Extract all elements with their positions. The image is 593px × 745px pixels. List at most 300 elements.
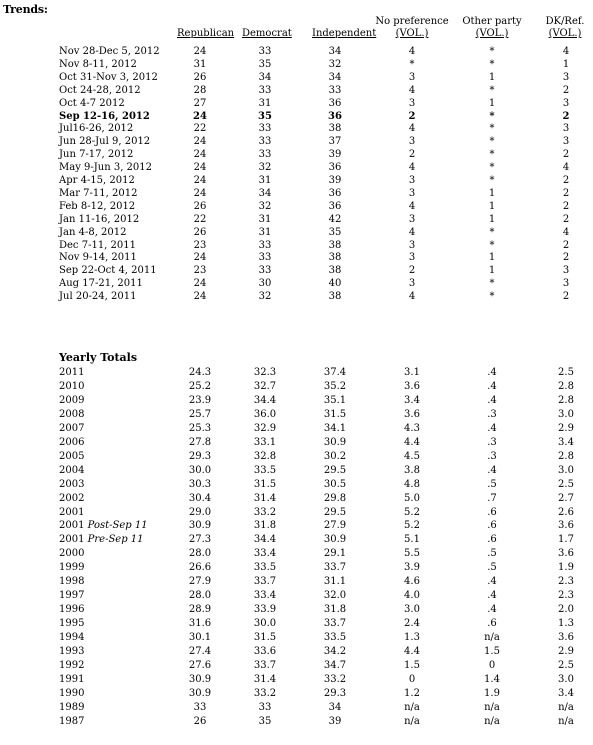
row-label-text: Jun 28-Jul 9, 2012 bbox=[59, 136, 151, 148]
table-cell: 34 bbox=[328, 701, 342, 713]
table-cell: 30.9 bbox=[188, 673, 212, 685]
row-label-text: Jun 7-17, 2012 bbox=[59, 149, 134, 161]
row-label bbox=[59, 162, 152, 175]
table-cell: 1 bbox=[562, 58, 570, 70]
table-cell: 31.4 bbox=[253, 492, 277, 504]
table-cell: 33.5 bbox=[323, 632, 347, 644]
table-cell: 29.5 bbox=[323, 506, 347, 518]
table-cell: 33 bbox=[258, 252, 272, 264]
table-cell: 2.4 bbox=[404, 618, 420, 630]
table-row bbox=[0, 576, 593, 589]
table-cell: 27.8 bbox=[188, 436, 212, 448]
table-cell: 26 bbox=[193, 226, 207, 238]
table-cell: 1 bbox=[488, 213, 496, 225]
table-cell: 31 bbox=[258, 213, 272, 225]
header-line2: (VOL.) bbox=[395, 28, 429, 39]
row-label-text: 1987 bbox=[59, 715, 85, 727]
table-cell: 5.5 bbox=[404, 548, 420, 560]
table-cell: 37.4 bbox=[323, 367, 347, 378]
table-cell: 34 bbox=[258, 71, 272, 83]
table-cell: 32.9 bbox=[253, 422, 277, 434]
table-cell: 4 bbox=[408, 84, 416, 96]
table-cell: 1.9 bbox=[558, 562, 574, 574]
table-cell: 31.8 bbox=[253, 520, 277, 532]
table-cell: 32.0 bbox=[323, 590, 347, 602]
table-cell: 3 bbox=[562, 278, 570, 290]
table-cell: 2.7 bbox=[558, 492, 574, 504]
table-row bbox=[0, 123, 593, 136]
table-row bbox=[0, 175, 593, 188]
table-cell: 2 bbox=[562, 252, 570, 264]
table-cell: 32 bbox=[258, 162, 272, 174]
row-label-text: Dec 7-11, 2011 bbox=[59, 239, 136, 251]
table-cell: 37 bbox=[328, 136, 342, 148]
table-cell: .4 bbox=[487, 394, 497, 406]
table-cell: * bbox=[489, 278, 495, 290]
table-cell: 33 bbox=[258, 136, 272, 148]
table-row bbox=[0, 507, 593, 520]
table-cell: .4 bbox=[487, 576, 497, 588]
table-cell: 4.0 bbox=[404, 590, 420, 602]
table-cell: 33.7 bbox=[323, 562, 347, 574]
table-cell: 31 bbox=[258, 226, 272, 238]
table-row bbox=[0, 534, 593, 547]
table-cell: 1.4 bbox=[484, 673, 500, 685]
table-cell: 33 bbox=[258, 46, 272, 57]
table-cell: 3.6 bbox=[558, 520, 574, 532]
table-cell: 24 bbox=[193, 162, 207, 174]
table-cell: 24 bbox=[193, 136, 207, 148]
table-cell: 3.6 bbox=[558, 632, 574, 644]
table-cell: 3.1 bbox=[404, 367, 420, 378]
table-cell: 33.4 bbox=[253, 548, 277, 560]
table-cell: 2.8 bbox=[558, 380, 574, 392]
row-label bbox=[59, 548, 84, 561]
row-label bbox=[59, 381, 84, 394]
row-label-text: Oct 31-Nov 3, 2012 bbox=[59, 71, 158, 83]
row-label-text: 1996 bbox=[59, 604, 85, 616]
table-cell: 23.9 bbox=[188, 394, 212, 406]
table-cell: 3.0 bbox=[404, 604, 420, 616]
table-cell: 4.4 bbox=[404, 646, 420, 657]
table-cell: 2 bbox=[562, 187, 570, 199]
table-cell: 36 bbox=[328, 162, 342, 174]
table-cell: 1 bbox=[488, 71, 496, 83]
row-label-qualifier: Pre-Sep 11 bbox=[87, 534, 144, 546]
row-label bbox=[59, 85, 141, 98]
row-label bbox=[59, 479, 84, 492]
table-cell: 31.4 bbox=[253, 673, 277, 685]
row-label-text: Jul16-26, 2012 bbox=[59, 123, 134, 135]
table-cell: 34.4 bbox=[253, 534, 277, 546]
row-label bbox=[59, 451, 84, 464]
table-cell: 22 bbox=[193, 213, 207, 225]
table-row bbox=[0, 590, 593, 603]
row-label bbox=[59, 395, 84, 408]
table-cell: 29.3 bbox=[323, 687, 347, 699]
row-label-text: 2001 bbox=[59, 520, 88, 532]
table-cell: .4 bbox=[487, 367, 497, 378]
table-cell: 24 bbox=[193, 175, 207, 186]
header-line1: No preference bbox=[375, 16, 449, 27]
table-cell: 24.3 bbox=[188, 367, 212, 378]
header-line1 bbox=[312, 16, 358, 28]
row-label-text: Oct 24-28, 2012 bbox=[59, 84, 141, 96]
header-republican bbox=[177, 16, 235, 40]
table-row bbox=[0, 465, 593, 478]
row-label bbox=[59, 618, 84, 631]
table-cell: 27.6 bbox=[188, 659, 212, 671]
row-label bbox=[59, 214, 139, 227]
header-dk-ref bbox=[536, 16, 593, 40]
table-cell: 23 bbox=[193, 265, 207, 277]
table-cell: .6 bbox=[487, 618, 497, 630]
row-label-text: 1993 bbox=[59, 646, 85, 657]
table-cell: 31 bbox=[258, 97, 272, 109]
header-independent bbox=[312, 16, 377, 40]
table-cell: 30.4 bbox=[188, 492, 212, 504]
table-row bbox=[0, 98, 593, 111]
table-row bbox=[0, 395, 593, 408]
table-cell: 34.1 bbox=[323, 422, 347, 434]
table-cell: .4 bbox=[487, 464, 497, 476]
row-label bbox=[59, 507, 84, 520]
table-cell: * bbox=[409, 58, 415, 70]
table-cell: * bbox=[489, 84, 495, 96]
row-label-text: 2001 bbox=[59, 506, 85, 518]
table-cell: 30.5 bbox=[323, 478, 347, 490]
table-cell: 29.3 bbox=[188, 450, 212, 462]
row-label bbox=[59, 252, 137, 265]
table-cell: .3 bbox=[487, 450, 497, 462]
table-cell: 3 bbox=[562, 265, 570, 277]
table-cell: 29.1 bbox=[323, 548, 347, 560]
table-cell: 33 bbox=[258, 84, 272, 96]
table-cell: 3 bbox=[408, 136, 416, 148]
table-cell: 3 bbox=[562, 123, 570, 135]
table-cell: 1.5 bbox=[404, 659, 420, 671]
row-label bbox=[59, 562, 84, 575]
table-cell: 4 bbox=[408, 162, 416, 174]
table-cell: 1.5 bbox=[484, 646, 500, 657]
table-cell: 35 bbox=[258, 715, 272, 727]
table-cell: 33.1 bbox=[253, 436, 277, 448]
row-label-text: Nov 28-Dec 5, 2012 bbox=[59, 46, 160, 57]
table-cell: * bbox=[489, 46, 495, 57]
table-cell: 31.6 bbox=[188, 618, 212, 630]
row-label bbox=[59, 688, 84, 701]
trends-title: Trends: bbox=[3, 3, 48, 16]
table-cell: 24 bbox=[193, 46, 207, 57]
table-row bbox=[0, 367, 593, 380]
row-label bbox=[59, 278, 143, 291]
table-cell: 40 bbox=[328, 278, 342, 290]
table-cell: 2 bbox=[562, 175, 570, 186]
table-cell: 39 bbox=[328, 149, 342, 161]
row-label bbox=[59, 409, 84, 422]
table-cell: 34 bbox=[258, 187, 272, 199]
table-cell: 35 bbox=[328, 226, 342, 238]
table-cell: 33 bbox=[328, 84, 342, 96]
row-label-text: Apr 4-15, 2012 bbox=[59, 175, 135, 186]
table-cell: n/a bbox=[558, 715, 574, 727]
table-cell: * bbox=[489, 226, 495, 238]
table-row bbox=[0, 381, 593, 394]
table-cell: 4 bbox=[562, 226, 570, 238]
table-cell: 33 bbox=[258, 701, 272, 713]
table-cell: 36 bbox=[328, 187, 342, 199]
row-label-text: 2005 bbox=[59, 450, 85, 462]
table-cell: * bbox=[489, 58, 495, 70]
table-cell: 3.0 bbox=[558, 464, 574, 476]
table-cell: 27.9 bbox=[323, 520, 347, 532]
table-cell: 2.3 bbox=[558, 590, 574, 602]
table-cell: 3 bbox=[408, 175, 416, 186]
table-cell: 38 bbox=[328, 265, 342, 277]
table-row bbox=[0, 149, 593, 162]
table-cell: .3 bbox=[487, 436, 497, 448]
table-cell: 34 bbox=[328, 71, 342, 83]
table-cell: * bbox=[489, 123, 495, 135]
row-label-text: Jul 20-24, 2011 bbox=[59, 291, 137, 303]
table-row bbox=[0, 136, 593, 149]
table-cell: 31.5 bbox=[253, 632, 277, 644]
row-label-text: 2009 bbox=[59, 394, 85, 406]
table-cell: 1 bbox=[488, 200, 496, 212]
table-cell: 2.3 bbox=[558, 576, 574, 588]
table-row bbox=[0, 240, 593, 253]
table-row bbox=[0, 548, 593, 561]
table-cell: 5.0 bbox=[404, 492, 420, 504]
table-cell: n/a bbox=[404, 701, 420, 713]
table-cell: 39 bbox=[328, 715, 342, 727]
header-line2: Democrat bbox=[242, 28, 292, 39]
row-label bbox=[59, 188, 137, 201]
header-line1 bbox=[242, 16, 288, 28]
table-cell: 4 bbox=[408, 46, 416, 57]
header-no-preference bbox=[374, 16, 450, 40]
table-cell: 32.8 bbox=[253, 450, 277, 462]
table-cell: 33.2 bbox=[253, 506, 277, 518]
row-label bbox=[59, 98, 125, 111]
table-cell: 3.4 bbox=[404, 394, 420, 406]
table-cell: 2.5 bbox=[558, 367, 574, 378]
row-label bbox=[59, 240, 136, 253]
table-cell: 2 bbox=[562, 213, 570, 225]
table-cell: 33.4 bbox=[253, 590, 277, 602]
table-cell: 1.7 bbox=[558, 534, 574, 546]
table-cell: 28.0 bbox=[188, 548, 212, 560]
table-cell: 2 bbox=[562, 239, 570, 251]
table-cell: .6 bbox=[487, 520, 497, 532]
table-row bbox=[0, 214, 593, 227]
row-label-text: 2001 bbox=[59, 534, 88, 546]
table-cell: 4.8 bbox=[404, 478, 420, 490]
table-row bbox=[0, 660, 593, 673]
table-row bbox=[0, 646, 593, 659]
table-cell: .5 bbox=[487, 548, 497, 560]
table-cell: 33.2 bbox=[323, 673, 347, 685]
table-cell: 4 bbox=[408, 123, 416, 135]
table-cell: 3 bbox=[408, 252, 416, 264]
table-cell: 2.5 bbox=[558, 659, 574, 671]
row-label-text: Mar 7-11, 2012 bbox=[59, 187, 138, 199]
row-label bbox=[59, 465, 84, 478]
yearly-totals-title: Yearly Totals bbox=[59, 351, 138, 364]
row-label bbox=[59, 265, 157, 278]
table-cell: * bbox=[489, 149, 495, 161]
table-cell: 22 bbox=[193, 123, 207, 135]
table-row bbox=[0, 201, 593, 214]
table-row bbox=[0, 278, 593, 291]
row-label bbox=[59, 72, 158, 85]
table-row bbox=[0, 188, 593, 201]
table-row bbox=[0, 716, 593, 729]
header-line1: Other party bbox=[462, 16, 522, 27]
table-cell: 32.7 bbox=[253, 380, 277, 392]
table-cell: 1.9 bbox=[484, 687, 500, 699]
table-cell: 3 bbox=[408, 97, 416, 109]
table-cell: .4 bbox=[487, 604, 497, 616]
table-cell: 33 bbox=[193, 701, 207, 713]
row-label-text: Nov 9-14, 2011 bbox=[59, 252, 137, 264]
row-label-text: Jan 4-8, 2012 bbox=[59, 226, 127, 238]
table-cell: 3.0 bbox=[558, 408, 574, 420]
table-cell: 35 bbox=[258, 58, 272, 70]
table-row bbox=[0, 632, 593, 645]
row-label bbox=[59, 493, 84, 506]
table-cell: 23 bbox=[193, 239, 207, 251]
row-label bbox=[59, 59, 137, 72]
table-cell: * bbox=[489, 239, 495, 251]
table-cell: 33 bbox=[258, 239, 272, 251]
table-cell: 30.0 bbox=[188, 464, 212, 476]
table-cell: 2.6 bbox=[558, 506, 574, 518]
table-cell: 27.9 bbox=[188, 576, 212, 588]
table-cell: 24 bbox=[193, 149, 207, 161]
table-cell: .6 bbox=[487, 534, 497, 546]
row-label bbox=[59, 423, 84, 436]
table-cell: 3 bbox=[408, 239, 416, 251]
table-cell: 2.8 bbox=[558, 450, 574, 462]
table-cell: 1 bbox=[488, 97, 496, 109]
table-cell: 30.9 bbox=[188, 520, 212, 532]
table-cell: 5.2 bbox=[404, 520, 420, 532]
row-label bbox=[59, 227, 127, 240]
row-label-text: Jan 11-16, 2012 bbox=[59, 213, 140, 225]
table-cell: 2 bbox=[408, 149, 416, 161]
table-cell: 35 bbox=[258, 110, 272, 122]
table-cell: 38 bbox=[328, 291, 342, 303]
row-label bbox=[59, 534, 144, 547]
row-label-qualifier: Post-Sep 11 bbox=[87, 520, 148, 532]
table-cell: 4.5 bbox=[404, 450, 420, 462]
header-line1 bbox=[177, 16, 223, 28]
table-cell: .5 bbox=[487, 478, 497, 490]
table-cell: 1.2 bbox=[404, 687, 420, 699]
table-cell: 4.6 bbox=[404, 576, 420, 588]
table-cell: n/a bbox=[484, 715, 500, 727]
row-label bbox=[59, 632, 84, 645]
table-cell: .4 bbox=[487, 380, 497, 392]
table-cell: 0 bbox=[488, 659, 496, 671]
table-cell: 24 bbox=[193, 110, 207, 122]
table-cell: 3 bbox=[562, 71, 570, 83]
table-cell: 30.2 bbox=[323, 450, 347, 462]
table-cell: 3 bbox=[408, 187, 416, 199]
table-cell: 2.9 bbox=[558, 422, 574, 434]
table-cell: 1 bbox=[488, 252, 496, 264]
table-cell: 3.9 bbox=[404, 562, 420, 574]
row-label bbox=[59, 646, 84, 659]
row-label-text: 1999 bbox=[59, 562, 85, 574]
table-cell: 5.2 bbox=[404, 506, 420, 518]
row-label-text: 1997 bbox=[59, 590, 85, 602]
table-row bbox=[0, 423, 593, 436]
table-cell: 32 bbox=[258, 200, 272, 212]
table-cell: 34.4 bbox=[253, 394, 277, 406]
table-cell: 3.6 bbox=[404, 380, 420, 392]
table-cell: 31.1 bbox=[323, 576, 347, 588]
table-cell: 42 bbox=[328, 213, 342, 225]
table-cell: 25.2 bbox=[188, 380, 212, 392]
table-cell: 35.1 bbox=[323, 394, 347, 406]
table-cell: 26 bbox=[193, 200, 207, 212]
row-label-text: 2007 bbox=[59, 422, 85, 434]
table-row bbox=[0, 291, 593, 304]
table-cell: 30.3 bbox=[188, 478, 212, 490]
table-cell: .7 bbox=[487, 492, 497, 504]
table-row bbox=[0, 688, 593, 701]
row-label bbox=[59, 175, 135, 188]
table-cell: 3 bbox=[408, 71, 416, 83]
table-cell: 2 bbox=[562, 84, 570, 96]
table-cell: 35.2 bbox=[323, 380, 347, 392]
row-label bbox=[59, 702, 84, 715]
table-cell: 3.8 bbox=[404, 464, 420, 476]
table-cell: 33.9 bbox=[253, 604, 277, 616]
row-label-text: 2004 bbox=[59, 464, 85, 476]
table-row bbox=[0, 265, 593, 278]
row-label bbox=[59, 201, 135, 214]
table-cell: 32 bbox=[258, 291, 272, 303]
table-cell: 2 bbox=[562, 149, 570, 161]
table-cell: n/a bbox=[404, 715, 420, 727]
table-cell: 34 bbox=[328, 46, 342, 57]
table-row bbox=[0, 85, 593, 98]
table-cell: 33.6 bbox=[253, 646, 277, 657]
table-cell: 2.9 bbox=[558, 646, 574, 657]
table-cell: 2 bbox=[562, 291, 570, 303]
table-cell: 31.8 bbox=[323, 604, 347, 616]
row-label-text: 2010 bbox=[59, 380, 85, 392]
table-cell: 36 bbox=[328, 97, 342, 109]
row-label-text: Oct 4-7 2012 bbox=[59, 97, 125, 109]
table-cell: 33 bbox=[258, 123, 272, 135]
table-row bbox=[0, 493, 593, 506]
table-cell: 5.1 bbox=[404, 534, 420, 546]
table-cell: * bbox=[489, 162, 495, 174]
table-cell: 32.3 bbox=[253, 367, 277, 378]
header-line2: (VOL.) bbox=[475, 28, 509, 39]
row-label bbox=[59, 576, 84, 589]
row-label bbox=[59, 437, 84, 450]
table-cell: n/a bbox=[558, 701, 574, 713]
row-label bbox=[59, 111, 150, 124]
table-row bbox=[0, 520, 593, 533]
table-cell: 2.8 bbox=[558, 394, 574, 406]
table-row bbox=[0, 451, 593, 464]
